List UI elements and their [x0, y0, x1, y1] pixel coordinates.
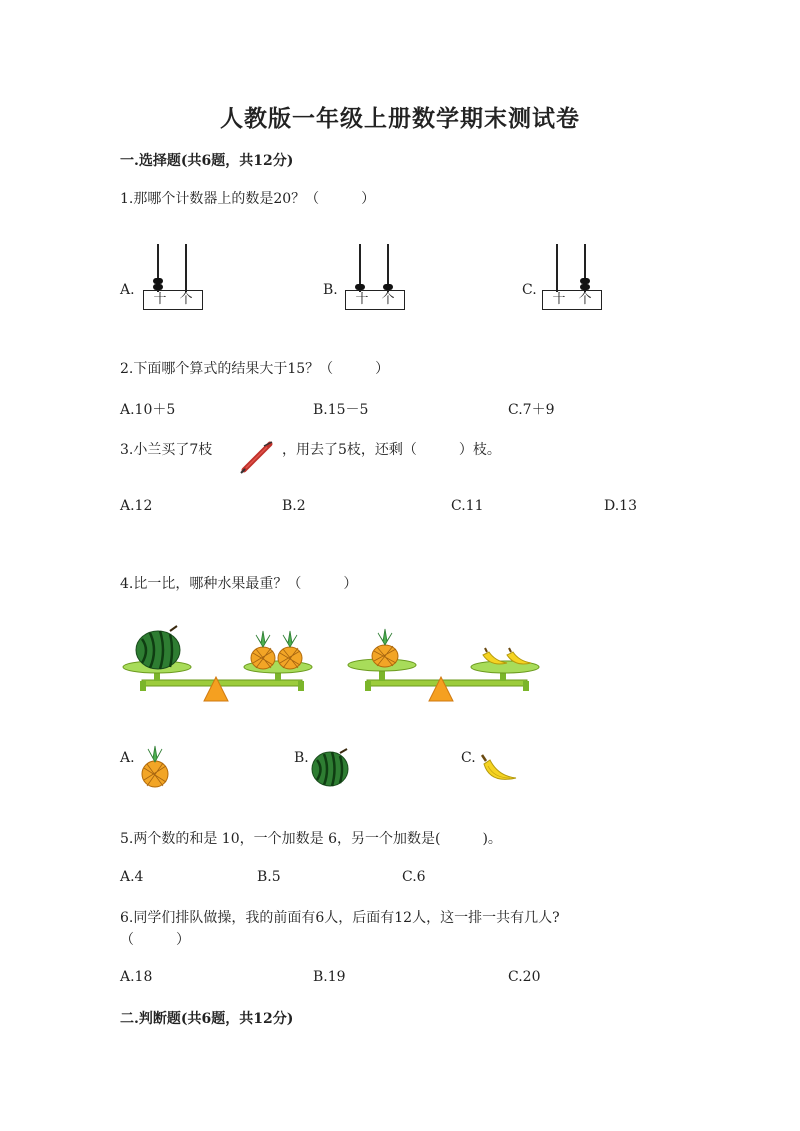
q3-option-a: A.12	[120, 498, 153, 514]
q6-option-b: B.19	[313, 969, 346, 985]
abacus-frame	[542, 290, 602, 310]
tens-label: 十	[355, 292, 369, 307]
q4-option-b-label: B.	[294, 750, 309, 766]
section-heading-choice: 一.选择题(共6题，共12分)	[120, 153, 294, 169]
q2-option-b: B.15－5	[313, 402, 369, 418]
pineapple-icon	[136, 745, 174, 789]
q5-option-b: B.5	[257, 869, 281, 885]
question-3-start: 3.小兰买了7枝	[120, 442, 213, 458]
q2-option-c: C.7＋9	[508, 402, 555, 418]
q5-option-c: C.6	[402, 869, 426, 885]
abacus-a	[143, 244, 205, 316]
abacus-frame	[143, 290, 203, 310]
question-4: 4.比一比，哪种水果最重？（ ）	[120, 576, 358, 592]
ones-label: 个	[381, 292, 395, 307]
q3-option-b: B.2	[282, 498, 306, 514]
q2-option-a: A.10＋5	[120, 402, 176, 418]
question-1: 1.那哪个计数器上的数是20？（ ）	[120, 191, 376, 207]
tens-label: 十	[153, 292, 167, 307]
abacus-frame	[345, 290, 405, 310]
q4-option-c-label: C.	[461, 750, 476, 766]
question-6-line2: （ ）	[120, 932, 190, 948]
question-2: 2.下面哪个算式的结果大于15？（ ）	[120, 361, 390, 377]
q6-option-c: C.20	[508, 969, 541, 985]
q5-option-a: A.4	[120, 869, 144, 885]
abacus-c	[542, 244, 604, 316]
question-3-end: ，用去了5枝，还剩（ ）枝。	[282, 442, 501, 458]
pen-icon	[240, 440, 276, 474]
section-heading-judgment: 二.判断题(共6题，共12分)	[120, 1011, 294, 1027]
page-title: 人教版一年级上册数学期末测试卷	[220, 105, 580, 132]
balance-scale-2	[345, 625, 545, 705]
abacus-rod-tens	[556, 244, 558, 292]
q1-option-b-label: B.	[323, 282, 338, 298]
question-6-line1: 6.同学们排队做操，我的前面有6人，后面有12人，这一排一共有几人?	[120, 910, 560, 926]
q6-option-a: A.18	[120, 969, 153, 985]
q3-option-c: C.11	[451, 498, 484, 514]
tens-label: 十	[552, 292, 566, 307]
abacus-b	[345, 244, 407, 316]
q4-option-a-label: A.	[120, 750, 135, 766]
watermelon-icon	[310, 748, 352, 788]
balance-scale-1	[120, 625, 320, 705]
question-5: 5.两个数的和是 10，一个加数是 6，另一个加数是( )。	[120, 831, 502, 847]
abacus-rod-ones	[185, 244, 187, 292]
q1-option-c-label: C.	[522, 282, 537, 298]
banana-icon	[478, 752, 520, 786]
ones-label: 个	[578, 292, 592, 307]
q1-option-a-label: A.	[120, 282, 135, 298]
ones-label: 个	[179, 292, 193, 307]
q3-option-d: D.13	[604, 498, 637, 514]
